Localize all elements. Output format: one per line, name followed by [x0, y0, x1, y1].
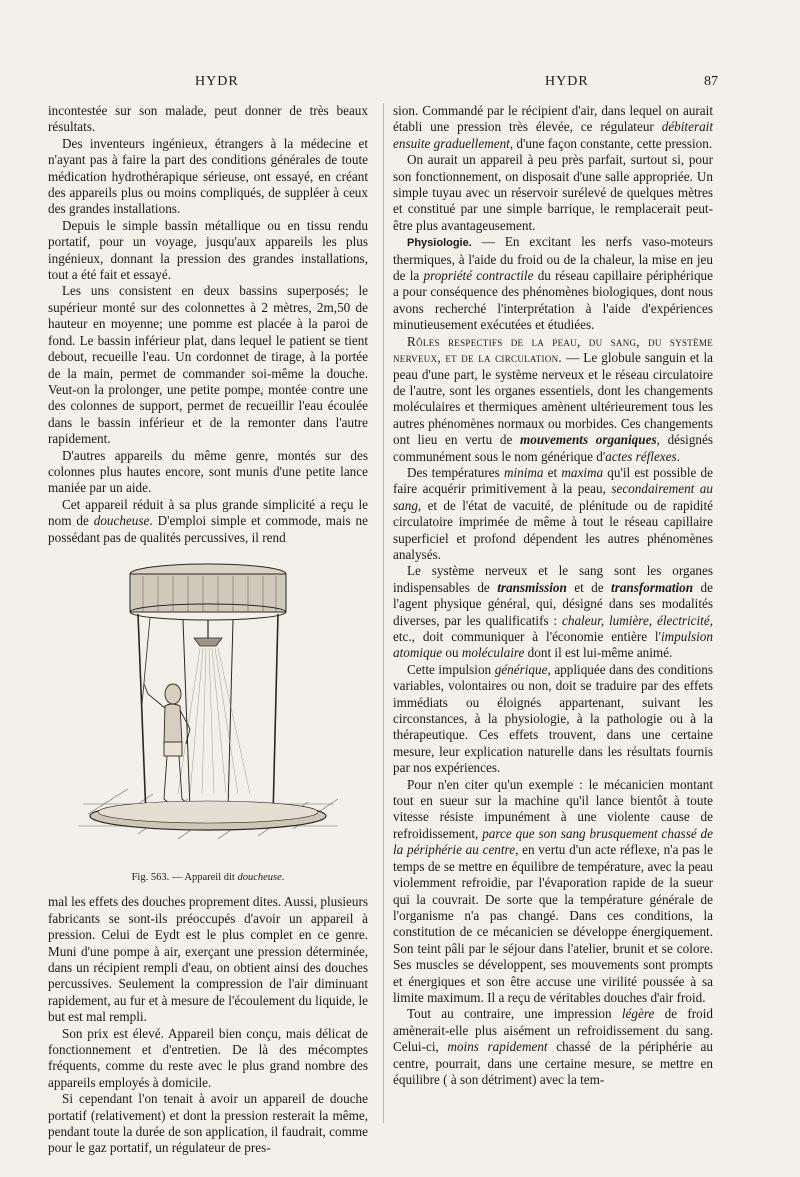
- right-column: [393, 103, 713, 1143]
- text-run: qu'il est possible de faire acquérir primitivement à la peau,: [393, 464, 713, 497]
- doucheuse-illustration: [68, 554, 348, 854]
- paragraph: [393, 234, 713, 333]
- column-divider: [383, 103, 384, 1123]
- italic-run: parce que son sang brusquement chassé de la périphérie au centre: [393, 825, 713, 858]
- running-header-left: HYDR: [195, 74, 239, 89]
- paragraph: [393, 103, 713, 152]
- support-column: [273, 614, 278, 816]
- text-run: dont il est lui-même animé.: [524, 645, 673, 661]
- caption-italic: doucheuse: [237, 871, 282, 883]
- running-header-right: HYDR: [545, 74, 589, 89]
- pull-cord: [142, 618, 150, 704]
- text-run: Le système nerveux et le sang sont les organes indispensables de: [393, 563, 713, 595]
- paragraph: D'autres appareils du même genre, montés sur des colonnes plus hautes encore, sont munis d'une petite lance maniée par un aide.: [48, 447, 368, 496]
- figure-caption: [48, 870, 368, 886]
- paragraph: [48, 497, 368, 546]
- support-column: [138, 614, 146, 816]
- italic-run: secondairement au sang: [393, 481, 713, 513]
- text-run: , et de l'état de vacuité, de plénitude ou de rapidité circulatoire imprimée de même à tout le réseau capillaire superficiel et profond dépendent les autres phénomènes analysés.: [393, 497, 713, 562]
- italic-run: doucheuse: [93, 513, 150, 529]
- italic-run: moins rapidement: [447, 1039, 548, 1055]
- paragraph: mal les effets des douches proprement dites. Aussi, plusieurs fabricants se sont-ils préoccupés d'avoir un appareil à pression. Celui de Eydt est le plus complet en ce genre. Muni d'une pompe à air, exerçant une pression déterminée, dans un récipient rempli d'eau, on obtient ainsi des douches percussives. Seulement la compression de l'air diminuant rapidement, au fur et à mesure de l'écoulement du liquide, le but est mal rempli.: [48, 894, 368, 1025]
- paragraph: Depuis le simple bassin métallique ou en tissu rendu portatif, pour un voyage, jusqu'aux appareils les plus ingénieux, donnant la pression des grandes installations, tout a été fait et essayé.: [48, 217, 368, 283]
- italic-run: impulsion atomique: [393, 629, 713, 661]
- page-number: 87: [704, 74, 718, 89]
- paragraph: incontestée sur son malade, peut donner de très beaux résultats.: [48, 103, 368, 135]
- italic-run: chaleur, lumière, électricité: [562, 612, 710, 628]
- italic-run: actes réflexes: [605, 448, 677, 464]
- text-run: , etc., doit communiquer à l'économie entière l': [393, 612, 713, 644]
- paragraph: [393, 777, 713, 1007]
- paragraph: Les uns consistent en deux bassins superposés; le supérieur monté sur des colonnettes à 2 mètres, 2m,50 de hauteur en moyenne; une pomme est placée à la paroi de fond. Le bassin inférieur plat, dans lequel le patient se tient debout, recueille l'eau. Un cordonnet de tirage, à la portée de la main, permet de commander soi-même la douche. Veut-on la prolonger, une petite pompe, montée contre une des colonnes de support, permet de recueillir l'eau écoulée dans le bassin inférieur et de la remonter dans l'autre rapidement.: [48, 283, 368, 447]
- italic-run: générique: [494, 661, 548, 677]
- paragraph: [393, 662, 713, 777]
- caption-text: Fig. 563. — Appareil dit: [131, 871, 238, 883]
- text-run: , en vertu d'un acte réflexe, n'a pas le temps de se mettre en équilibre de température, avec la peau violemment refroidie, par l'évaporation rapide de la sueur qui la couvrait. De sorte que la température générale de l'organisme n'a pas changé. Dans ces conditions, la constitution de ce mécanicien se développe énergiquement. Son teint pâli par le séjour dans l'atelier, brunit et se colore. Ses muscles se développent, ses mouvements sont prompts et énergiques et son être accuse une virilité poussée à sa limite maximum. Il a reçu de véritables douches d'air froid.: [393, 842, 713, 1005]
- italic-run: minima: [503, 464, 544, 480]
- text-run: — Le globule sanguin et la peau d'une part, le système nerveux et le réseau circulatoire de l'autre, sont les organes essentiels, dont les changements moléculaires et thermiques amènent ultérieurement tous les autres phénomènes normaux ou morbides. Ces changements ont lieu en vertu de: [393, 350, 713, 448]
- italic-run: maxima: [561, 464, 604, 480]
- section-label: Physiologie.: [407, 237, 472, 250]
- paragraph: Des inventeurs ingénieux, étrangers à la médecine et n'ayant pas à faire la part des conditions générales de toute médication hydrothérapique sérieuse, ont essayé, en créant des appareils plus ou moins compliqués, de suppléer à ceux des grandes installations.: [48, 135, 368, 217]
- italic-run: légère: [621, 1006, 655, 1022]
- caption-text: .: [281, 871, 285, 883]
- italic-run: débiterait ensuite graduellement: [393, 119, 713, 151]
- paragraph: [393, 334, 713, 465]
- text-run: sion. Commandé par le récipient d'air, dans lequel on aurait établi une pression très élevée, ce régulateur: [393, 103, 713, 135]
- text-run: . D'emploi simple et commode, mais ne possédant pas de qualités percussives, il rend: [48, 513, 368, 545]
- italic-run: propriété contractile: [423, 268, 534, 284]
- italic-run: transformation: [611, 579, 694, 595]
- text-run: Cette impulsion: [407, 661, 495, 677]
- bather-figure: [144, 684, 190, 804]
- text-run: de froid amènerait-elle plus aisément un refroidissement du sang. Celui-ci,: [393, 1006, 713, 1055]
- left-column: [48, 103, 368, 1156]
- text-run: , désignés communément sous le nom générique d': [393, 432, 713, 464]
- paragraph: Son prix est élevé. Appareil bien conçu, mais délicat de fonctionnement et d'entretien. De là des mécomptes fréquents, comme du reste avec le plus grand nombre des appareils employés à domicile.: [48, 1025, 368, 1090]
- text-run: Pour n'en citer qu'un exemple : le mécanicien montant tout en sueur sur la machine qu'il lance bientôt à toute vitesse résiste impunément à une violente cause de refroidissement,: [393, 776, 713, 841]
- paragraph: [393, 563, 713, 661]
- text-run: — En excitant les nerfs vaso-moteurs thermiques, à l'aide du froid ou de la chaleur, la mise en jeu de la: [393, 234, 713, 284]
- text-run: et: [543, 464, 562, 480]
- paragraph: [393, 465, 713, 563]
- text-run: Tout au contraire, une impression: [407, 1006, 622, 1022]
- text-run: du réseau capillaire périphérique a pour conséquence des phénomènes biologiques, dont nous avons recherché l'interprétation à l'aide d'expériences minutieusement exécutées et étudiées.: [393, 268, 713, 333]
- text-run: Cet appareil réduit à sa plus grande simplicité a reçu le nom de: [48, 496, 368, 529]
- figure-illustration: [48, 554, 368, 864]
- text-run: et de: [566, 579, 612, 595]
- italic-run: moléculaire: [461, 645, 525, 661]
- shower-rose-icon: [194, 638, 222, 646]
- paragraph: On aurait un appareil à peu près parfait, surtout si, pour son fonctionnement, on disposait d'une salle appropriée. Un simple tuyau avec un réservoir surélevé de quelques mètres et constitué par une simple barrique, le remplacerait peut-être plus avantageusement.: [393, 152, 713, 233]
- text-run: de l'agent physique général, qui, désigné dans ses modalités diverses, par les qualificatifs :: [393, 579, 713, 628]
- text-run: , appliquée dans des conditions variables, volontaires ou non, doit se traduire par des effets immédiats ou éloignés appartenant, suivant les circonstances, à la physiologie, à la pathologie ou à la thérapeutique. Ces effets trouvent, dans une certaine mesure, leur explication naturelle dans les résultats fournis par nos expériences.: [393, 661, 713, 776]
- italic-run: transmission: [497, 579, 567, 595]
- text-run: .: [676, 448, 680, 464]
- text-run: , d'une façon constante, cette pression.: [509, 135, 713, 151]
- paragraph: Si cependant l'on tenait à avoir un appareil de douche portatif (relativement) et dont la pression resterait la même, pendant toute la durée de son application, il faudrait, comme pour le gaz portatif, un régulateur de pres-: [48, 1091, 368, 1156]
- text-run: Des températures: [407, 464, 504, 480]
- paragraph: [393, 1006, 713, 1088]
- text-run: ou: [442, 645, 462, 661]
- text-run: chassé de la périphérie au centre, pourrait, dans une certaine mesure, se mettre en équilibre ( à son détriment) avec la tem-: [393, 1039, 714, 1087]
- italic-run: mouvements organiques: [519, 432, 657, 448]
- section-heading: Rôles respectifs de la peau, du sang, du système nerveux, et de la circulation.: [393, 333, 713, 366]
